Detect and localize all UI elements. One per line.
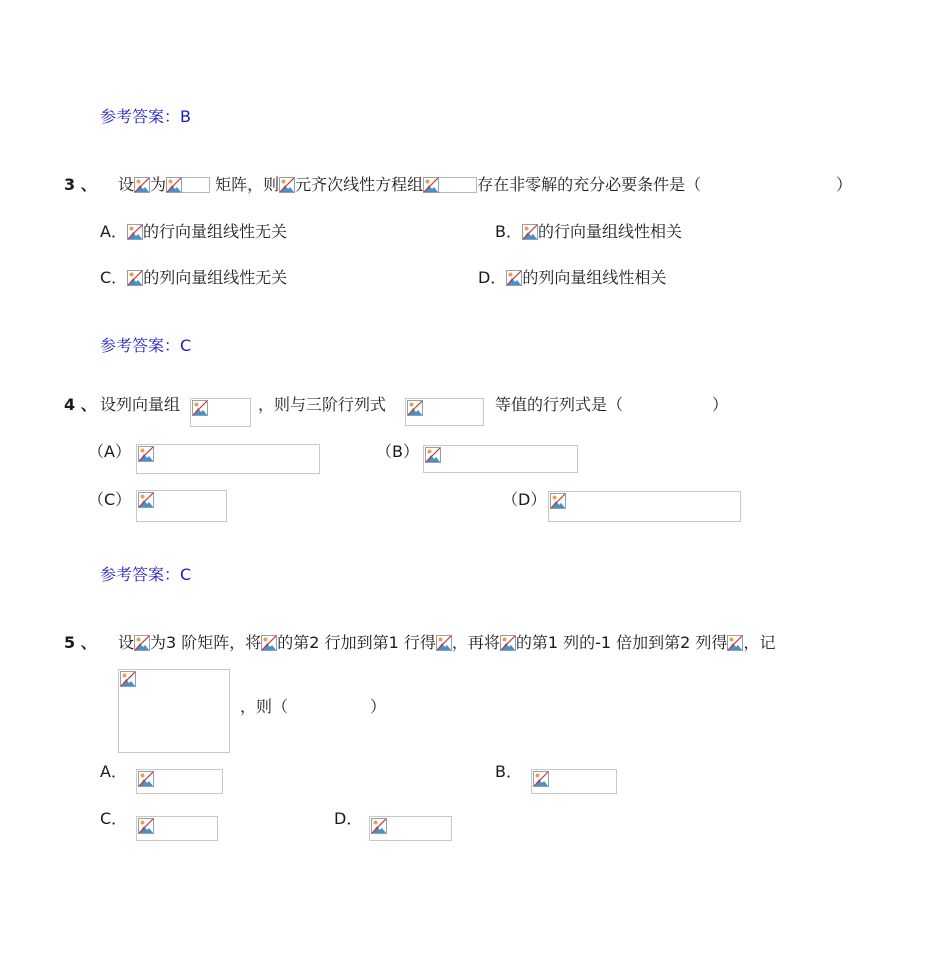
broken-image-icon — [522, 224, 538, 240]
option-c-label: C． — [100, 809, 128, 828]
broken-image-icon — [136, 444, 320, 474]
question-4-stem-3: 等值的行列式是（ — [495, 395, 624, 414]
broken-image-icon — [423, 177, 477, 193]
question-number-3: 3 、 — [64, 175, 97, 194]
broken-image-icon — [136, 816, 218, 841]
broken-image-icon — [436, 635, 452, 651]
question-5-stem-end: ，则（ — [240, 697, 289, 716]
option-c: C． 的列向量组线性无关 — [100, 268, 288, 287]
broken-image-icon — [423, 445, 578, 473]
answer-q4: 参考答案：C — [100, 565, 192, 584]
broken-image-icon — [127, 224, 143, 240]
option-a: A． 的行向量组线性无关 — [100, 222, 287, 241]
broken-image-icon — [127, 270, 143, 286]
paren-close: ） — [712, 395, 729, 414]
broken-image-icon — [134, 177, 150, 193]
option-b-label: （B） — [376, 442, 419, 461]
question-number-4: 4 、 — [64, 395, 97, 414]
answer-q3: 参考答案：C — [100, 336, 192, 355]
option-c-label: （C） — [88, 490, 132, 509]
option-d: D． 的列向量组线性相关 — [478, 268, 667, 287]
broken-image-icon — [136, 769, 223, 794]
broken-image-icon — [727, 635, 743, 651]
broken-image-icon — [261, 635, 277, 651]
broken-image-icon — [279, 177, 295, 193]
broken-image-icon — [190, 398, 251, 427]
broken-image-icon — [118, 669, 230, 753]
broken-image-icon — [548, 491, 741, 522]
paren-close: ） — [836, 175, 853, 194]
option-b-label: B． — [495, 762, 522, 781]
question-5-stem: 设 为3 阶矩阵，将 的第2 行加到第1 行得 ，再将 的第1 列的-1 倍加到第2 列得 ，记 — [118, 633, 776, 652]
question-4-stem-2: ，则与三阶行列式 — [258, 395, 387, 414]
broken-image-icon — [531, 769, 617, 794]
option-b: B． 的行向量组线性相关 — [495, 222, 682, 241]
broken-image-icon — [405, 398, 484, 426]
option-a-label: （A） — [88, 442, 131, 461]
broken-image-icon — [136, 490, 227, 522]
broken-image-icon — [134, 635, 150, 651]
option-d-label: D． — [334, 809, 363, 828]
broken-image-icon — [369, 816, 452, 841]
broken-image-icon — [166, 177, 210, 193]
question-4-stem-1: 设列向量组 — [100, 395, 181, 414]
broken-image-icon — [500, 635, 516, 651]
broken-image-icon — [506, 270, 522, 286]
option-d-label: （D） — [502, 490, 547, 509]
question-number-5: 5 、 — [64, 633, 97, 652]
answer-q2: 参考答案：B — [100, 107, 191, 126]
option-a-label: A． — [100, 762, 127, 781]
paren-close: ） — [370, 697, 387, 716]
question-3-stem: 设 为 矩阵，则 元齐次线性方程组 存在非零解的充分必要条件是（ — [118, 175, 702, 194]
